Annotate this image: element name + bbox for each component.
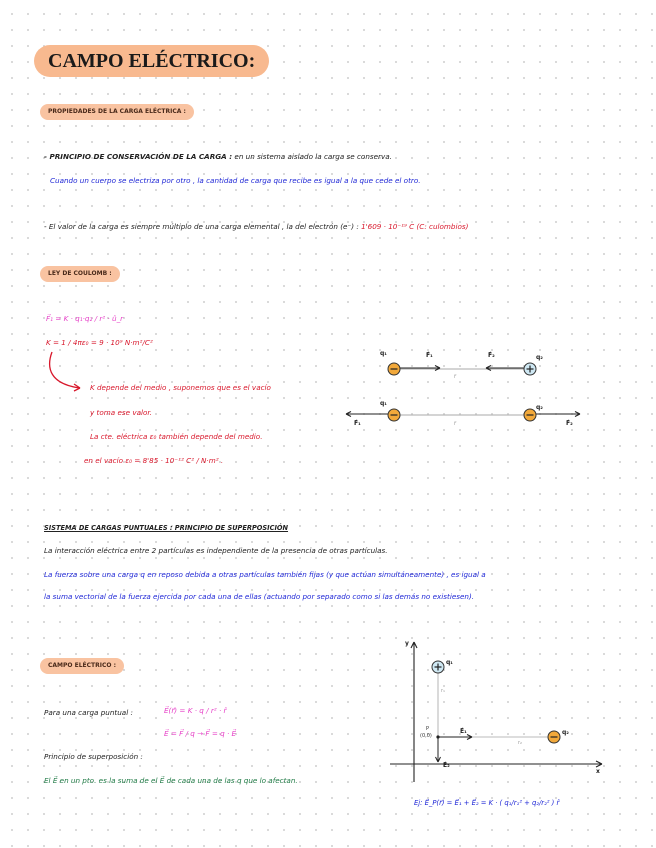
d1-q2-top: q₂ [536,354,543,361]
d1-f2-bottom: F⃗₂ [566,420,573,427]
d1-f1-bottom: F⃗₁ [354,420,361,427]
d1-q1-top: q₁ [380,350,387,357]
d1-f1-top: F⃗₁ [426,352,433,359]
quantization-value: 1'609 · 10⁻¹⁹ C (C: culombios) [361,222,469,231]
conservation-example: Cuando un cuerpo se electriza por otro , la cantidad de carga que recibe es igual a la que cede el otro. [50,176,421,185]
d2-origin-label: (0,0) [420,733,432,739]
coulomb-note-2: y toma ese valor. [90,408,152,417]
coulomb-diagram [340,348,586,432]
superposition-line-2: La fuerza sobre una carga q en reposo debida a otras partículas también fijas (y que actúan simultáneamente) , es igual a [44,570,486,579]
section-heading-electric-field: CAMPO ELÉCTRICO : [40,658,124,674]
superposition-line-1: La interacción eléctrica entre 2 partículas es independiente de la presencia de otras partículas. [44,546,388,555]
quantization-text: - El valor de la carga es siempre múltiplo de una carga elemental , la del electrón (e⁻) : [44,222,359,231]
coulomb-note-1: K depende del medio , suponemos que es el vacío [90,383,271,392]
d2-p-label: P [426,726,430,732]
d2-e2-label: E⃗₂ [443,762,450,769]
page-title: CAMPO ELÉCTRICO: [34,45,269,77]
point-charge-label: Para una carga puntual : [44,708,133,717]
d2-y-axis-label: y [405,640,409,647]
field-diagram [380,636,610,786]
d1-q1-bottom: q₁ [380,400,387,407]
d2-r1-label: r₁ [441,688,446,694]
d1-f2-top: F⃗₂ [488,352,495,359]
d2-e1-label: E⃗₁ [460,728,467,735]
d2-q2-label: q₂ [562,729,569,736]
field-example: Ej: E⃗_P(r⃗) = E⃗₁ + E⃗₂ = K · ( q₁/r₁² + q₂/r₂² ) r̂ [414,799,560,807]
superposition-line-3: la suma vectorial de la fuerza ejercida por cada una de ellas (actuando por separado como si las demás no existiesen). [44,592,475,601]
coulomb-k-formula: K = 1 / 4πε₀ = 9 · 10⁹ N·m²/C² [46,338,153,347]
d1-r-bottom: r⃗ [454,421,457,427]
superposition-principle-label: Principio de superposición : [44,752,143,761]
superposition-heading: SISTEMA DE CARGAS PUNTUALES : PRINCIPIO DE SUPERPOSICIÓN [44,524,289,532]
quantization-line [44,222,468,232]
d2-q1-label: q₁ [446,659,453,666]
d2-r2-label: r₂ [518,740,523,746]
conservation-text: en un sistema aislado la carga se conserva. [234,152,392,161]
section-heading-coulomb: LEY DE COULOMB : [40,266,120,282]
field-formula-2: E⃗ = F⃗ / q → F⃗ = q · E⃗ [164,729,237,738]
superposition-principle-text: El E⃗ en un pto. es la suma de el E⃗ de cada una de las q que lo afectan. [44,776,298,785]
coulomb-note-arrow [44,350,94,398]
conservation-line [44,152,392,162]
d2-x-axis-label: x [596,768,600,775]
point-p [436,735,439,738]
coulomb-note-3: La cte. eléctrica ε₀ también depende del medio. [90,432,263,441]
field-formula-1: E⃗(r⃗) = K · q / r² · r̂ [164,706,227,715]
conservation-label: - PRINCIPIO DE CONSERVACIÓN DE LA CARGA : [44,152,233,161]
coulomb-formula: F⃗₁ = K · q₁·q₂ / r² · û_r [46,314,124,323]
section-heading-charge-properties: PROPIEDADES DE LA CARGA ELÉCTRICA : [40,104,194,120]
coulomb-note-4: en el vacío ε₀ = 8'85 · 10⁻¹² C² / N·m² . [84,456,224,465]
d1-r-top: r⃗ [454,374,457,380]
d1-q2-bottom: q₂ [536,404,543,411]
